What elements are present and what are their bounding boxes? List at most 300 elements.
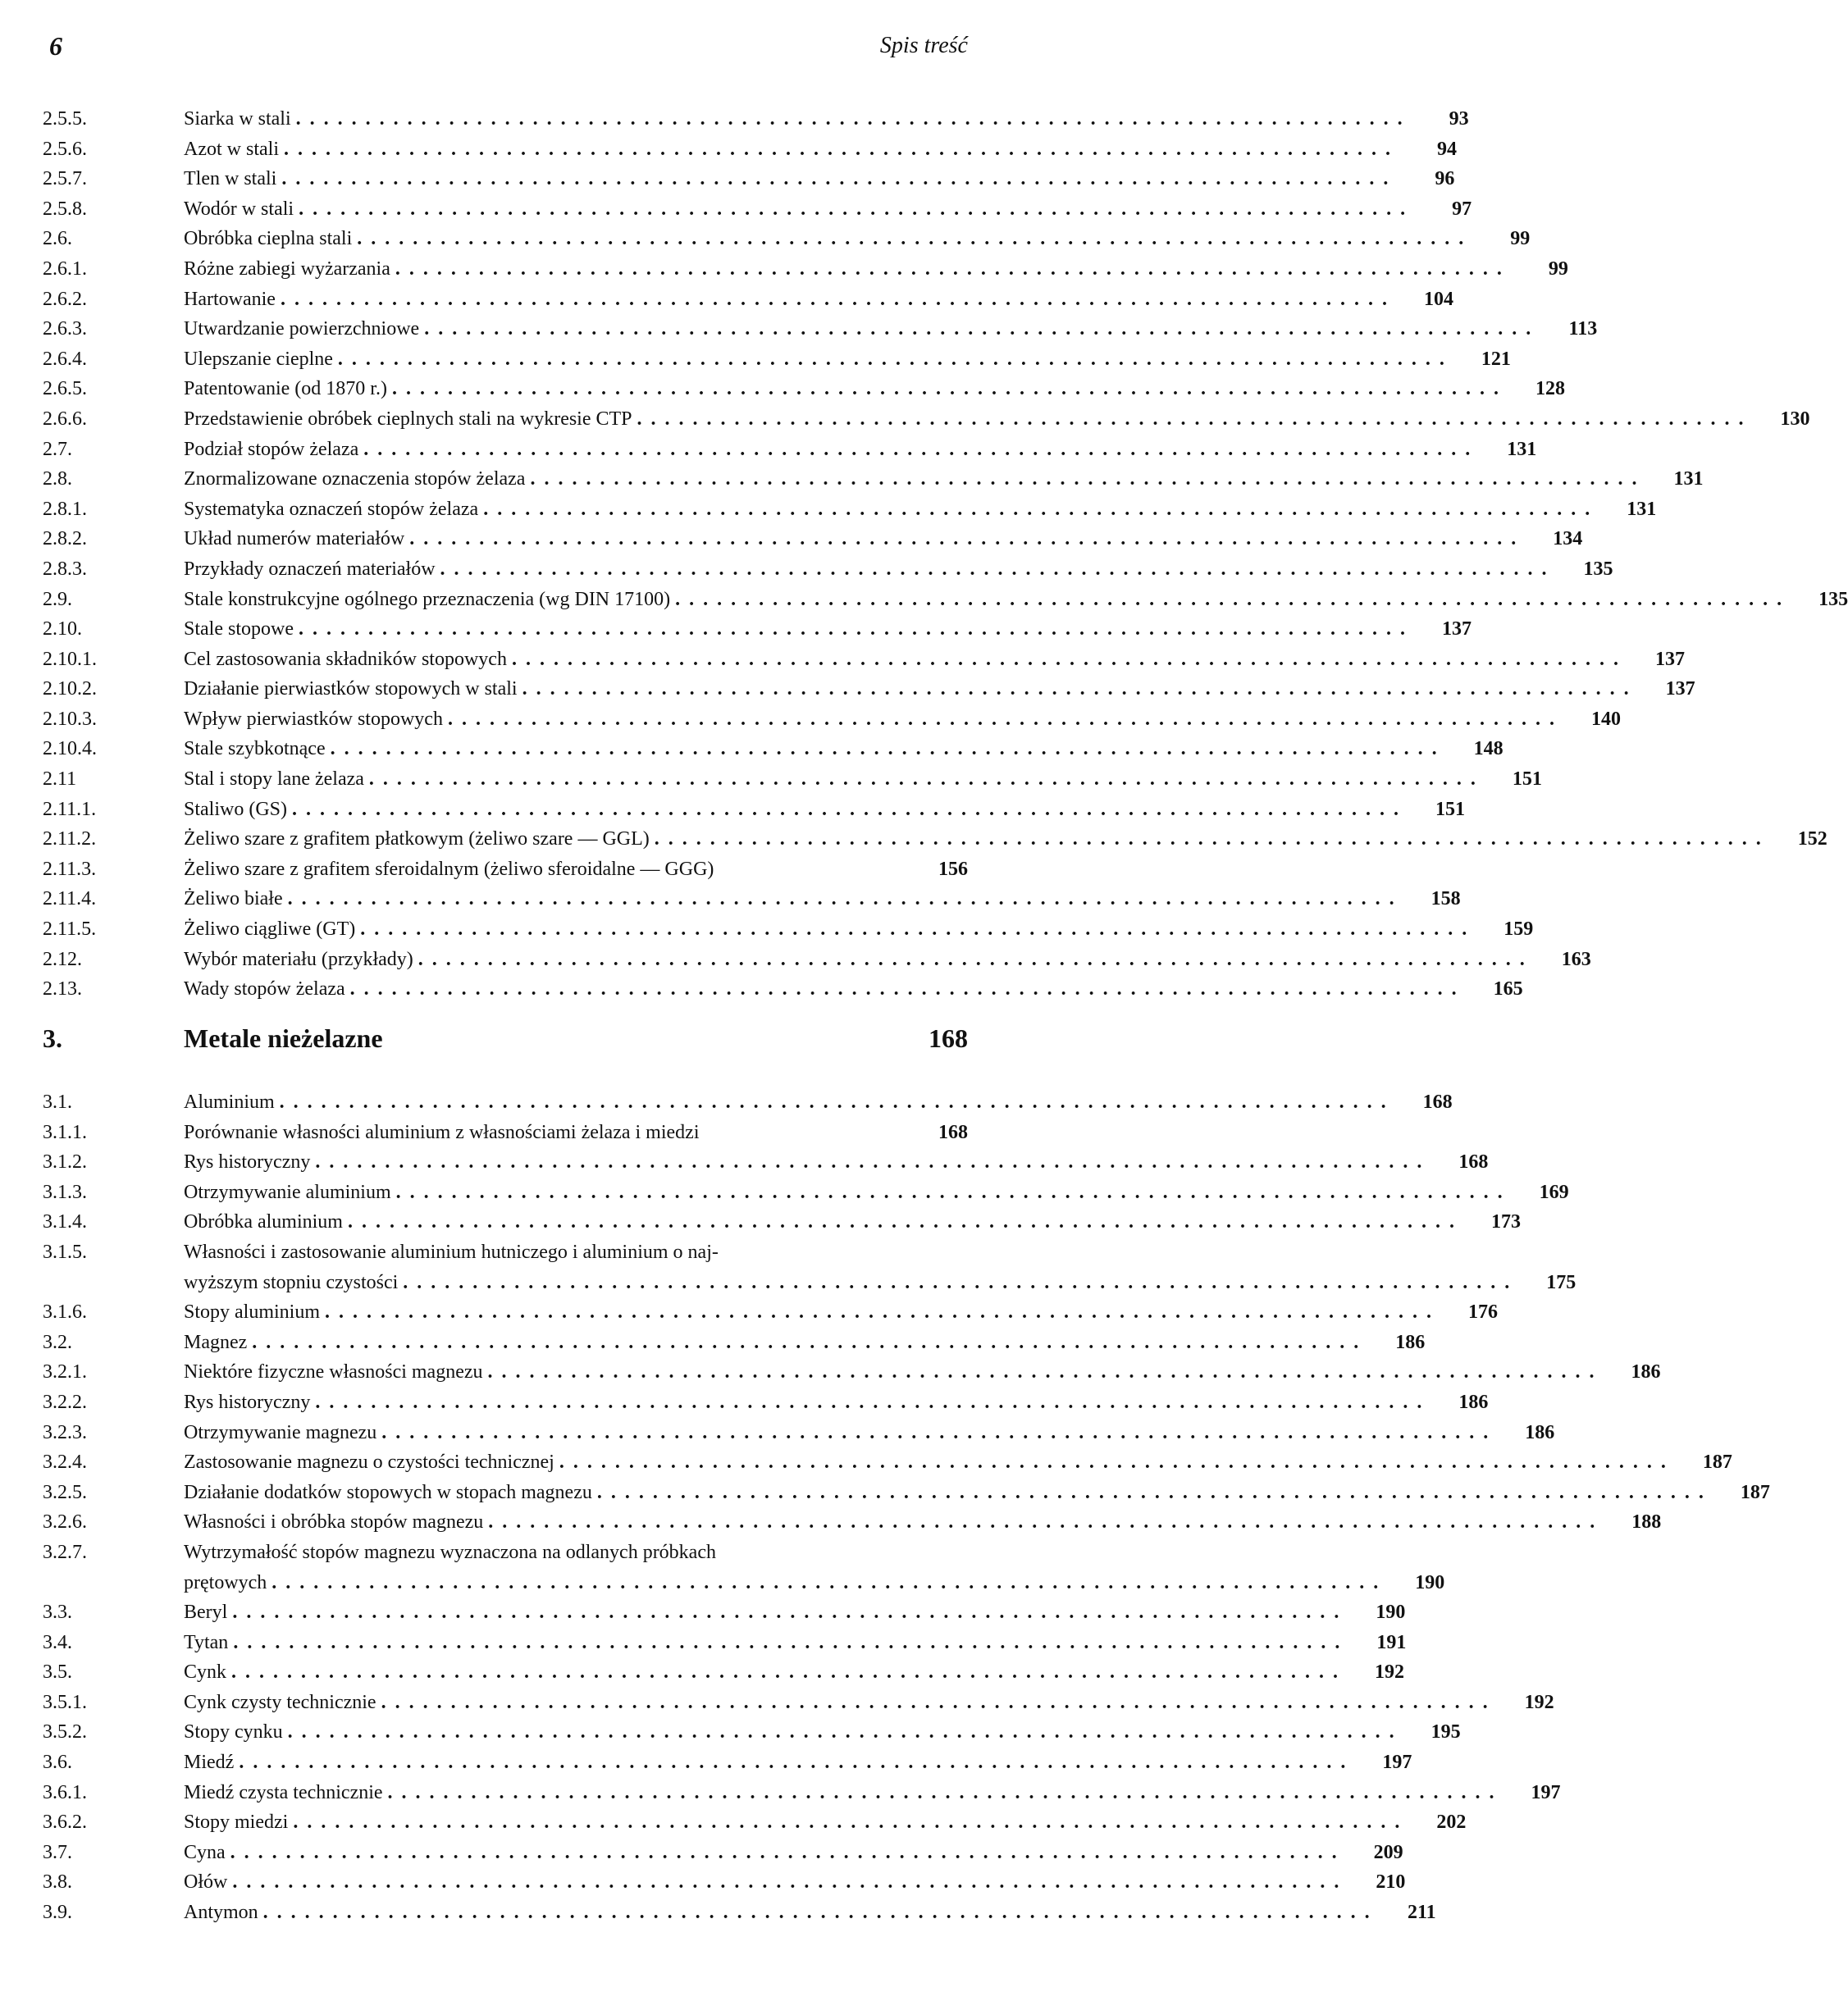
entry-title: Wytrzymałość stopów magnezu wyznaczona na odlanych próbkach [184,1541,716,1563]
dot-leader: ................................................................................ [232,1871,1348,1894]
dot-leader: ................................................................................ [357,228,1473,250]
entry-page: 197 [1531,1781,1561,1803]
entry-title: Otrzymywanie magnezu [184,1421,377,1443]
entry-title-wrap [184,1807,1408,1838]
entry-title-wrap [184,1838,1346,1868]
dot-leader: ................................................................................ [349,978,1466,1000]
dot-leader: ................................................................................ [295,108,1412,130]
entry-title: wyższym stopniu czystości [184,1271,399,1293]
entry-page: 169 [1539,1181,1569,1203]
entry-page: 159 [1503,918,1534,941]
toc-entry [43,524,1583,554]
toc-entry [43,614,1472,645]
entry-number: 3.2.3. [43,1421,87,1443]
dot-leader: ................................................................................ [511,648,1627,670]
entry-number: 3.1. [43,1092,72,1113]
entry-title-wrap [184,1657,1347,1688]
entry-page: 197 [1382,1752,1412,1774]
entry-title-wrap [184,1268,1518,1298]
entry-title: Siarka w stali [184,108,291,130]
entry-title-wrap [184,374,1508,404]
entry-page: 137 [1441,618,1472,640]
entry-title: Otrzymywanie aluminium [184,1181,391,1203]
entry-number: 2.11.3. [43,858,97,880]
entry-title-wrap [184,855,910,885]
entry-number: 2.11.5. [43,918,97,941]
entry-title: Wybór materiału (przykłady) [184,948,413,970]
dot-leader: ................................................................................ [368,768,1485,791]
entry-page: 188 [1631,1511,1662,1534]
entry-title-wrap [184,164,1397,194]
entry-page: 130 [1780,408,1810,430]
toc-entry [43,974,1523,1005]
entry-page: 186 [1631,1361,1661,1383]
entry-page: 156 [938,858,968,880]
dot-leader: ................................................................................ [530,468,1646,490]
toc-entry [43,1357,1661,1388]
entry-number: 3.2.1. [43,1361,87,1383]
entry-page: 187 [1740,1481,1770,1503]
entry-page: 209 [1373,1841,1403,1863]
entry-title-wrap [184,344,1453,375]
toc-entry [43,1807,1467,1838]
entry-title: Rys historyczny [184,1391,311,1413]
dot-leader: ................................................................................ [596,1481,1713,1503]
toc-entry [43,1748,1412,1778]
entry-page: 152 [1797,828,1827,850]
entry-title: Przedstawienie obróbek cieplnych stali na wykresie CTP [184,408,632,430]
entry-title-wrap [184,1297,1440,1328]
toc-entry [43,1147,1489,1178]
dot-leader: ................................................................................ [363,438,1480,460]
toc-entry [43,1478,1770,1508]
entry-page: 168 [1422,1092,1453,1113]
entry-number: 2.6.6. [43,408,87,430]
toc-entry [43,1838,1403,1868]
toc-entry [43,1778,1561,1808]
entry-number: 2.5.7. [43,168,87,190]
entry-title-wrap [184,974,1466,1005]
entry-number: 2.6.2. [43,288,87,310]
entry-title-wrap [184,1237,910,1268]
toc-entry [43,1538,968,1568]
entry-number: 2.8.2. [43,528,87,550]
entry-title: Cynk [184,1661,227,1684]
toc-list-section-2 [43,104,1848,1005]
entry-title-wrap [184,1507,1604,1538]
entry-title-wrap [184,554,1556,585]
dot-leader: ................................................................................ [391,378,1508,400]
entry-title-wrap [184,1778,1503,1808]
entry-number: 2.7. [43,438,72,460]
entry-title: Cel zastosowania składników stopowych [184,648,507,670]
entry-title: Wpływ pierwiastków stopowych [184,708,443,730]
entry-number: 2.6.1. [43,258,87,280]
entry-number: 2.11.1. [43,798,97,820]
entry-title-wrap [184,704,1563,735]
toc-entry [43,464,1704,495]
toc-entry [43,1568,1445,1598]
toc-entry [43,1178,1569,1208]
toc-entry [43,1688,1554,1718]
toc-entry [43,1898,1436,1928]
dot-leader: ................................................................................ [279,1092,1395,1113]
entry-number: 3.2.4. [43,1452,87,1474]
dot-leader: ................................................................................ [381,1691,1497,1713]
entry-title: Żeliwo białe [184,888,283,910]
entry-page: 186 [1525,1421,1555,1443]
toc-entry [43,1237,968,1268]
entry-number: 3.5.2. [43,1721,87,1743]
dot-leader: ................................................................................ [395,1181,1512,1203]
entry-title-wrap [184,1178,1512,1208]
toc-entry [43,1268,1577,1298]
dot-leader: ................................................................................ [239,1752,1355,1774]
dot-leader: ................................................................................ [447,708,1563,730]
entry-page: 113 [1568,318,1598,340]
dot-leader: ................................................................................ [330,738,1446,760]
entry-title: Własności i zastosowanie aluminium hutniczego i aluminium o naj- [184,1241,719,1263]
toc-entry [43,1598,1406,1628]
dot-leader: ................................................................................ [271,1571,1388,1593]
entry-page: 211 [1407,1902,1436,1924]
entry-title-wrap [184,464,1645,495]
dot-leader: ................................................................................ [252,1331,1368,1353]
toc-entry [43,164,1455,194]
entry-number: 3.1.6. [43,1301,87,1324]
entry-number: 3.1.5. [43,1241,87,1263]
entry-number: 3.1.4. [43,1211,87,1233]
entry-page: 192 [1375,1661,1405,1684]
entry-page: 192 [1524,1691,1554,1713]
dot-leader: ................................................................................ [424,318,1540,340]
entry-number: 3.2.7. [43,1541,87,1563]
entry-title: Stale szybkotnące [184,738,326,760]
entry-title: Systematyka oznaczeń stopów żelaza [184,498,479,520]
toc-entry [43,1717,1461,1748]
entry-page: 210 [1376,1871,1406,1894]
entry-title-wrap [184,224,1472,254]
entry-number: 2.8. [43,468,72,490]
entry-number: 2.5.6. [43,138,87,160]
dot-leader: ................................................................................ [287,1721,1403,1743]
dot-leader: ................................................................................ [522,678,1638,700]
entry-page: 190 [1376,1602,1406,1624]
entry-page: 151 [1512,768,1542,791]
dot-leader: ................................................................................ [325,1301,1441,1324]
toc-entry [43,914,1534,945]
entry-number: 2.11.4. [43,888,97,910]
toc-entry [43,554,1613,585]
entry-title: Różne zabiegi wyżarzania [184,258,390,280]
toc-entry [43,704,1621,735]
entry-page: 131 [1673,468,1704,490]
dot-leader: ................................................................................ [488,1511,1604,1534]
toc-entry [43,1297,1499,1328]
dot-leader: ................................................................................ [483,498,1599,520]
dot-leader: ................................................................................ [559,1452,1675,1474]
entry-number: 3.1.2. [43,1151,87,1174]
entry-title: Układ numerów materiałów [184,528,405,550]
entry-title-wrap [184,674,1638,704]
entry-title: Magnez [184,1331,248,1353]
entry-title-wrap [184,1568,1387,1598]
dot-leader: ................................................................................ [281,168,1398,190]
entry-title-wrap [184,1538,910,1568]
entry-number: 2.13. [43,978,82,1000]
toc-entry [43,1207,1521,1237]
entry-number: 2.5.5. [43,108,87,130]
entry-number: 3.2.6. [43,1511,87,1534]
entry-title-wrap [184,134,1399,165]
entry-title: Żeliwo szare z grafitem sferoidalnym (żeliwo sferoidalne — GGG) [184,858,714,880]
dot-leader: ................................................................................ [280,288,1396,310]
entry-number: 3.5.1. [43,1691,87,1713]
entry-title-wrap [184,1898,1379,1928]
entry-number: 2.6.5. [43,378,87,400]
entry-page: 121 [1481,348,1511,370]
entry-title-wrap [184,945,1534,975]
entry-page: 191 [1376,1631,1407,1653]
entry-title-wrap [184,734,1446,764]
entry-number: 3.6. [43,1752,72,1774]
entry-page: 137 [1654,648,1685,670]
entry-title-wrap [184,1748,1354,1778]
toc-list-section-3 [43,1087,1770,1928]
entry-title-wrap [184,645,1627,675]
entry-number: 3.2.5. [43,1481,87,1503]
entry-title: Stopy cynku [184,1721,283,1743]
chapter-number: 3. [43,1023,62,1053]
dot-leader: ................................................................................ [347,1211,1463,1233]
entry-number: 2.12. [43,948,82,970]
entry-title-wrap [184,1388,1430,1418]
dot-leader: ................................................................................ [487,1361,1604,1383]
entry-number: 3.1.1. [43,1121,87,1143]
toc-entry [43,194,1472,225]
entry-title: Tytan [184,1631,229,1653]
entry-number: 2.10.1. [43,648,97,670]
toc-entry [43,884,1461,914]
entry-title: Stale stopowe [184,618,294,640]
entry-title-wrap [184,1087,1395,1118]
dot-leader: ................................................................................ [293,1812,1409,1834]
entry-number: 3.6.2. [43,1812,87,1834]
toc-entry [43,285,1453,315]
dot-leader: ................................................................................ [675,588,1791,610]
entry-number: 3.9. [43,1902,72,1924]
entry-title: Wodór w stali [184,198,294,220]
dot-leader: ................................................................................ [283,138,1399,160]
entry-title-wrap [184,1717,1403,1748]
entry-number: 2.11 [43,768,77,791]
entry-title: Stopy miedzi [184,1812,289,1834]
entry-title-wrap [184,314,1540,344]
entry-number: 2.10.4. [43,738,97,760]
entry-title: Tlen w stali [184,168,277,190]
entry-number: 3.7. [43,1841,72,1863]
entry-title: Rys historyczny [184,1151,311,1174]
entry-page: 151 [1435,798,1465,820]
dot-leader: ................................................................................ [403,1271,1519,1293]
toc-entry [43,254,1568,285]
entry-title: Stal i stopy lane żelaza [184,768,364,791]
entry-title-wrap [184,1418,1497,1448]
entry-page: 158 [1430,888,1461,910]
toc-entry [43,1087,1453,1118]
entry-title: Przykłady oznaczeń materiałów [184,558,436,580]
toc-entry [43,795,1465,825]
dot-leader: ................................................................................ [654,828,1770,850]
entry-number: 2.6. [43,228,72,250]
entry-title-wrap [184,884,1403,914]
entry-page: 128 [1535,378,1565,400]
toc-entry [43,495,1657,525]
entry-page: 187 [1702,1452,1732,1474]
entry-title-wrap [184,585,1791,615]
toc-entry [43,585,1848,615]
entry-page: 148 [1473,738,1503,760]
entry-title-wrap [184,1478,1713,1508]
entry-title: Staliwo (GS) [184,798,287,820]
entry-title: Cyna [184,1841,226,1863]
entry-page: 140 [1590,708,1621,730]
dot-leader: ................................................................................ [440,558,1556,580]
entry-page: 168 [1458,1151,1489,1174]
entry-title: Podział stopów żelaza [184,438,359,460]
entry-title: Własności i obróbka stopów magnezu [184,1511,484,1534]
toc-entry [43,1388,1489,1418]
entry-title: Działanie dodatków stopowych w stopach magnezu [184,1481,592,1503]
toc-entry [43,314,1598,344]
dot-leader: ................................................................................ [387,1781,1503,1803]
entry-page: 175 [1546,1271,1577,1293]
entry-title-wrap [184,524,1525,554]
entry-page: 186 [1458,1391,1489,1413]
entry-number: 2.10. [43,618,82,640]
entry-title: Obróbka cieplna stali [184,228,353,250]
toc-entry [43,1447,1732,1478]
dot-leader: ................................................................................ [637,408,1753,430]
entry-title-wrap [184,1207,1463,1237]
entry-number: 3.5. [43,1661,72,1684]
page-number: 6 [49,31,62,61]
entry-number: 2.10.3. [43,708,97,730]
dot-leader: ................................................................................ [299,198,1415,220]
entry-page: 99 [1510,228,1531,250]
entry-page: 186 [1395,1331,1426,1353]
entry-title: Niektóre fizyczne własności magnezu [184,1361,483,1383]
entry-page: 173 [1490,1211,1521,1233]
toc-entry [43,1118,968,1148]
entry-page: 202 [1436,1812,1467,1834]
entry-title: Ołów [184,1871,228,1894]
entry-title: Beryl [184,1602,228,1624]
entry-title: Porównanie własności aluminium z własnościami żelaza i miedzi [184,1121,700,1143]
entry-page: 96 [1435,168,1455,190]
entry-title-wrap [184,824,1770,855]
toc-entry [43,1507,1662,1538]
entry-title: Miedź czysta technicznie [184,1781,383,1803]
entry-title-wrap [184,194,1414,225]
entry-title: Zastosowanie magnezu o czystości technicznej [184,1452,554,1474]
entry-page: 137 [1665,678,1695,700]
entry-title-wrap [184,764,1485,795]
entry-title-wrap [184,1598,1348,1628]
toc-entry [43,134,1457,165]
entry-number: 2.8.1. [43,498,87,520]
entry-title: Antymon [184,1902,258,1924]
entry-title-wrap [184,404,1753,435]
entry-title: Obróbka aluminium [184,1211,343,1233]
entry-title-wrap [184,1147,1430,1178]
entry-number: 3.3. [43,1602,72,1624]
entry-page: 176 [1468,1301,1499,1324]
entry-page: 168 [938,1121,968,1143]
entry-title-wrap [184,104,1412,134]
entry-number: 2.6.3. [43,318,87,340]
entry-title: Żeliwo szare z grafitem płatkowym (żeliwo szare — GGL) [184,828,650,850]
entry-title-wrap [184,914,1476,945]
toc-entry [43,224,1531,254]
entry-title-wrap [184,495,1599,525]
entry-page: 104 [1423,288,1453,310]
entry-number: 3.2. [43,1331,72,1353]
entry-title: Ulepszanie cieplne [184,348,333,370]
dot-leader: ................................................................................ [230,1841,1346,1863]
entry-title-wrap [184,285,1396,315]
dot-leader: ................................................................................ [232,1602,1348,1624]
toc-entry [43,1657,1405,1688]
entry-title-wrap [184,795,1408,825]
dot-leader: ................................................................................ [292,798,1408,820]
toc-entry [43,945,1591,975]
entry-title: Hartowanie [184,288,276,310]
toc-entry [43,1867,1406,1898]
dot-leader: ................................................................................ [287,888,1403,910]
dot-leader: ................................................................................ [298,618,1414,640]
entry-title-wrap [184,614,1414,645]
entry-number: 2.5.8. [43,198,87,220]
entry-title-wrap [184,1328,1367,1358]
entry-title-wrap [184,1688,1497,1718]
entry-page: 97 [1452,198,1472,220]
entry-title: Stale konstrukcyjne ogólnego przeznaczenia (wg DIN 17100) [184,588,671,610]
entry-page: 165 [1493,978,1523,1000]
toc-entry [43,855,968,885]
entry-title: Stopy aluminium [184,1301,321,1324]
entry-number: 3.1.3. [43,1181,87,1203]
entry-title: Aluminium [184,1092,275,1113]
entry-title-wrap [184,435,1479,465]
entry-page: 131 [1507,438,1537,460]
toc-entry [43,435,1537,465]
dot-leader: ................................................................................ [381,1421,1498,1443]
entry-page: 135 [1583,558,1613,580]
dot-leader: ................................................................................ [360,918,1476,941]
entry-number: 2.8.3. [43,558,87,580]
entry-page: 163 [1561,948,1591,970]
toc-entry [43,764,1542,795]
entry-title: Miedź [184,1752,235,1774]
entry-page: 131 [1627,498,1657,520]
entry-title: prętowych [184,1571,267,1593]
entry-page: 94 [1436,138,1457,160]
toc-entry [43,374,1565,404]
chapter-title: Metale nieżelazne [184,1023,383,1053]
dot-leader: ................................................................................ [395,258,1511,280]
entry-number: 3.2.2. [43,1391,87,1413]
